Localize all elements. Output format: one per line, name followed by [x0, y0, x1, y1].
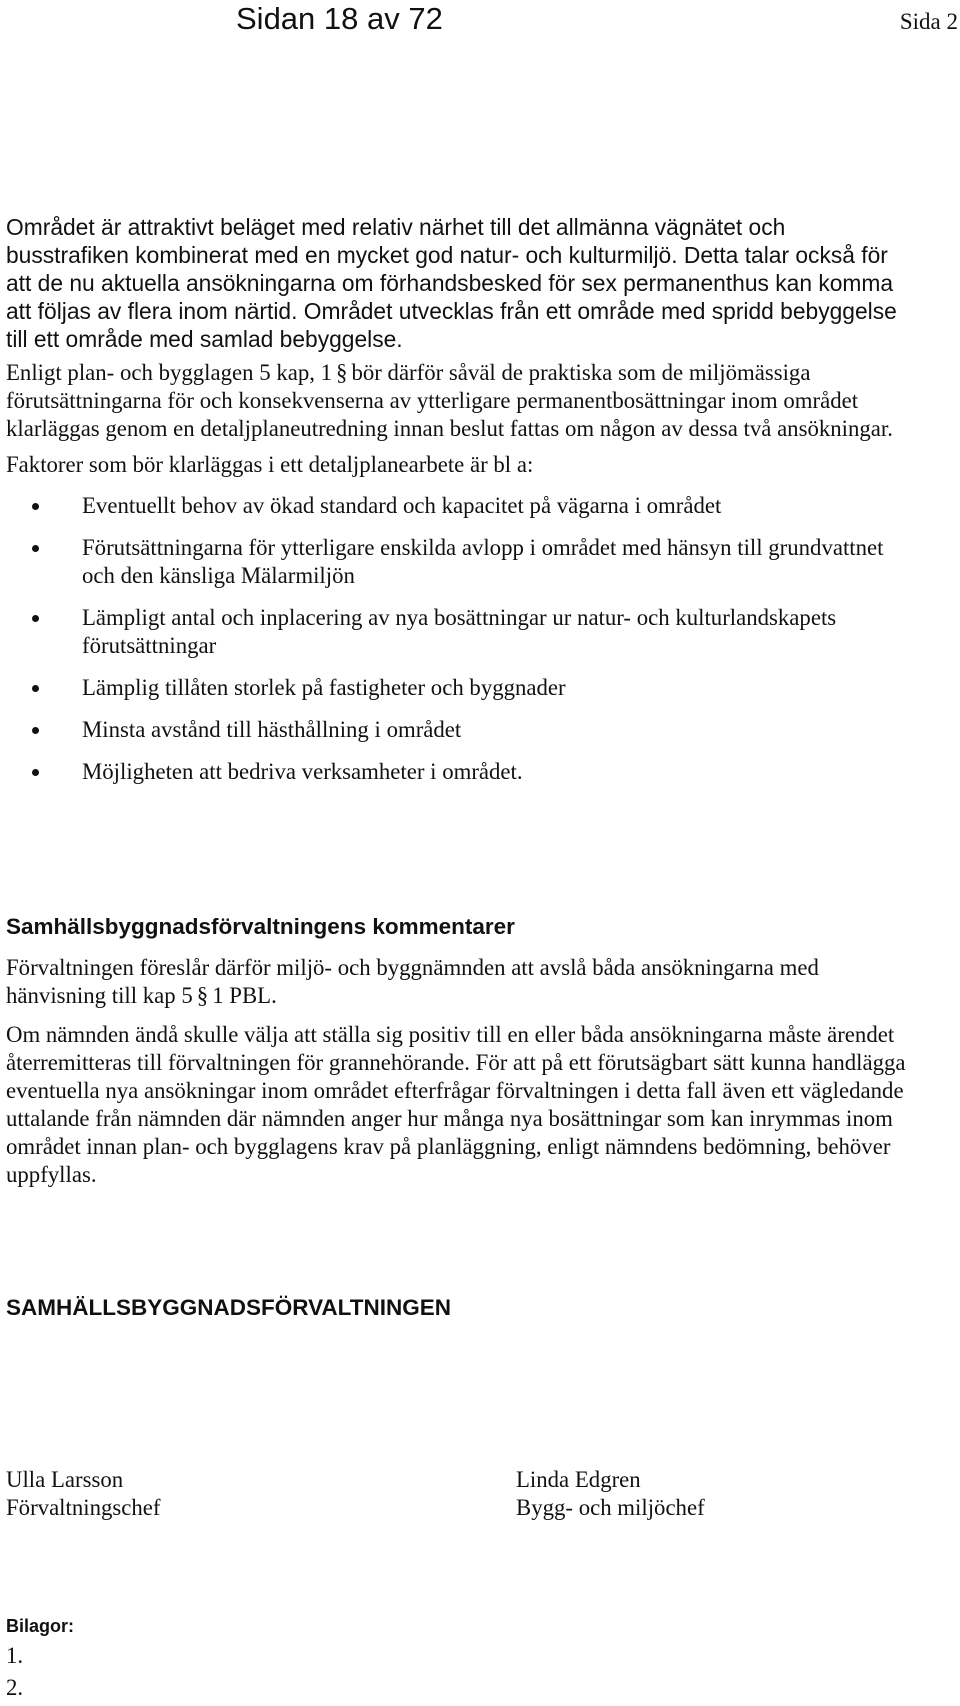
- intro-paragraph-2: [6, 359, 906, 443]
- list-item: Förutsättningarna för ytterligare enskilda avlopp i området med hänsyn till grundvattnet och den känsliga Mälarmiljön: [6, 534, 906, 590]
- comments-paragraph-2: Om nämnden ändå skulle välja att ställa sig positiv till en eller båda ansökningarna måste ärendet återremitteras till förvaltningen för grannehörande. För att på ett förutsägbart sätt kunna handlägga eventuella nya ansökningar inom området efterfrågar förvaltningen i detta fall även ett vägledande uttalande från nämnden där nämnden anger hur många nya bosättningar som kan inrymmas inom området innan plan- och bygglagens krav på planläggning, enligt nämndens bedömning, behöver uppfyllas.: [6, 1022, 906, 1187]
- signatory-title: Förvaltningschef: [6, 1495, 161, 1520]
- list-item: Eventuellt behov av ökad standard och kapacitet på vägarna i området: [6, 492, 906, 520]
- bullet-icon: [32, 545, 39, 552]
- comments-section: [6, 954, 906, 1189]
- attachments-title: Bilagor:: [6, 1616, 75, 1636]
- list-item: Möjligheten att bedriva verksamheter i området.: [6, 758, 906, 786]
- bullet-icon: [32, 727, 39, 734]
- signatory-name: Ulla Larsson: [6, 1467, 124, 1492]
- section-sign: §: [336, 360, 348, 385]
- bullet-icon: [32, 615, 39, 622]
- list-item: Minsta avstånd till hästhållning i området: [6, 716, 906, 744]
- attachment-item: 1.: [6, 1643, 24, 1668]
- comments-paragraph-1: Förvaltningen föreslår därför miljö- och byggnämnden att avslå båda ansökningarna med hänvisning till kap 5 § 1 PBL.: [6, 955, 819, 1008]
- page-counter: Sidan 18 av 72: [236, 1, 443, 36]
- comments-heading: Samhällsbyggnadsförvaltningens kommentarer: [6, 914, 515, 939]
- intro-p2-before: Enligt plan- och bygglagen 5 kap, 1: [6, 360, 333, 385]
- intro-paragraph-1: Området är attraktivt beläget med relativ närhet till det allmänna vägnätet och busstrafiken kombinerat med en mycket god natur- och kulturmiljö. Detta talar också för att de nu aktuella ansökningarna om förhandsbesked för sex permanenthus kan komma att följas av flera inom närtid. Området utvecklas från ett område med spridd bebyggelse till ett område med samlad bebyggelse.: [6, 214, 897, 352]
- list-item: Lämplig tillåten storlek på fastigheter och byggnader: [6, 674, 906, 702]
- signature-block-1: [6, 1466, 160, 1522]
- factor-list: [6, 492, 906, 786]
- intro-section: [6, 213, 906, 800]
- bullet-icon: [32, 685, 39, 692]
- attachments-list: [6, 1640, 23, 1704]
- signatory-name: Linda Edgren: [516, 1467, 641, 1492]
- side-label: Sida 2: [899, 9, 958, 34]
- section-sign: §: [196, 983, 209, 1008]
- signature-block-2: [516, 1466, 705, 1522]
- intro-p2-after: bör därför såväl de praktiska som de miljömässiga förutsättningarna för och konsekvenserna av ytterligare permanentbosättningar inom området klarläggas genom en detaljplaneutredning innan beslut fattas om någon av dessa två ansökningar.: [6, 360, 893, 441]
- list-item: Lämpligt antal och inplacering av nya bosättningar ur natur- och kulturlandskapets förutsättningar: [6, 604, 906, 660]
- signatory-title: Bygg- och miljöchef: [516, 1495, 705, 1520]
- bullet-icon: [32, 503, 39, 510]
- intro-paragraph-3: Faktorer som bör klarläggas i ett detaljplanearbete är bl a:: [6, 452, 534, 477]
- attachment-item: 2.: [6, 1675, 24, 1700]
- bullet-icon: [32, 769, 39, 776]
- department-heading: SAMHÄLLSBYGGNADSFÖRVALTNINGEN: [6, 1295, 452, 1320]
